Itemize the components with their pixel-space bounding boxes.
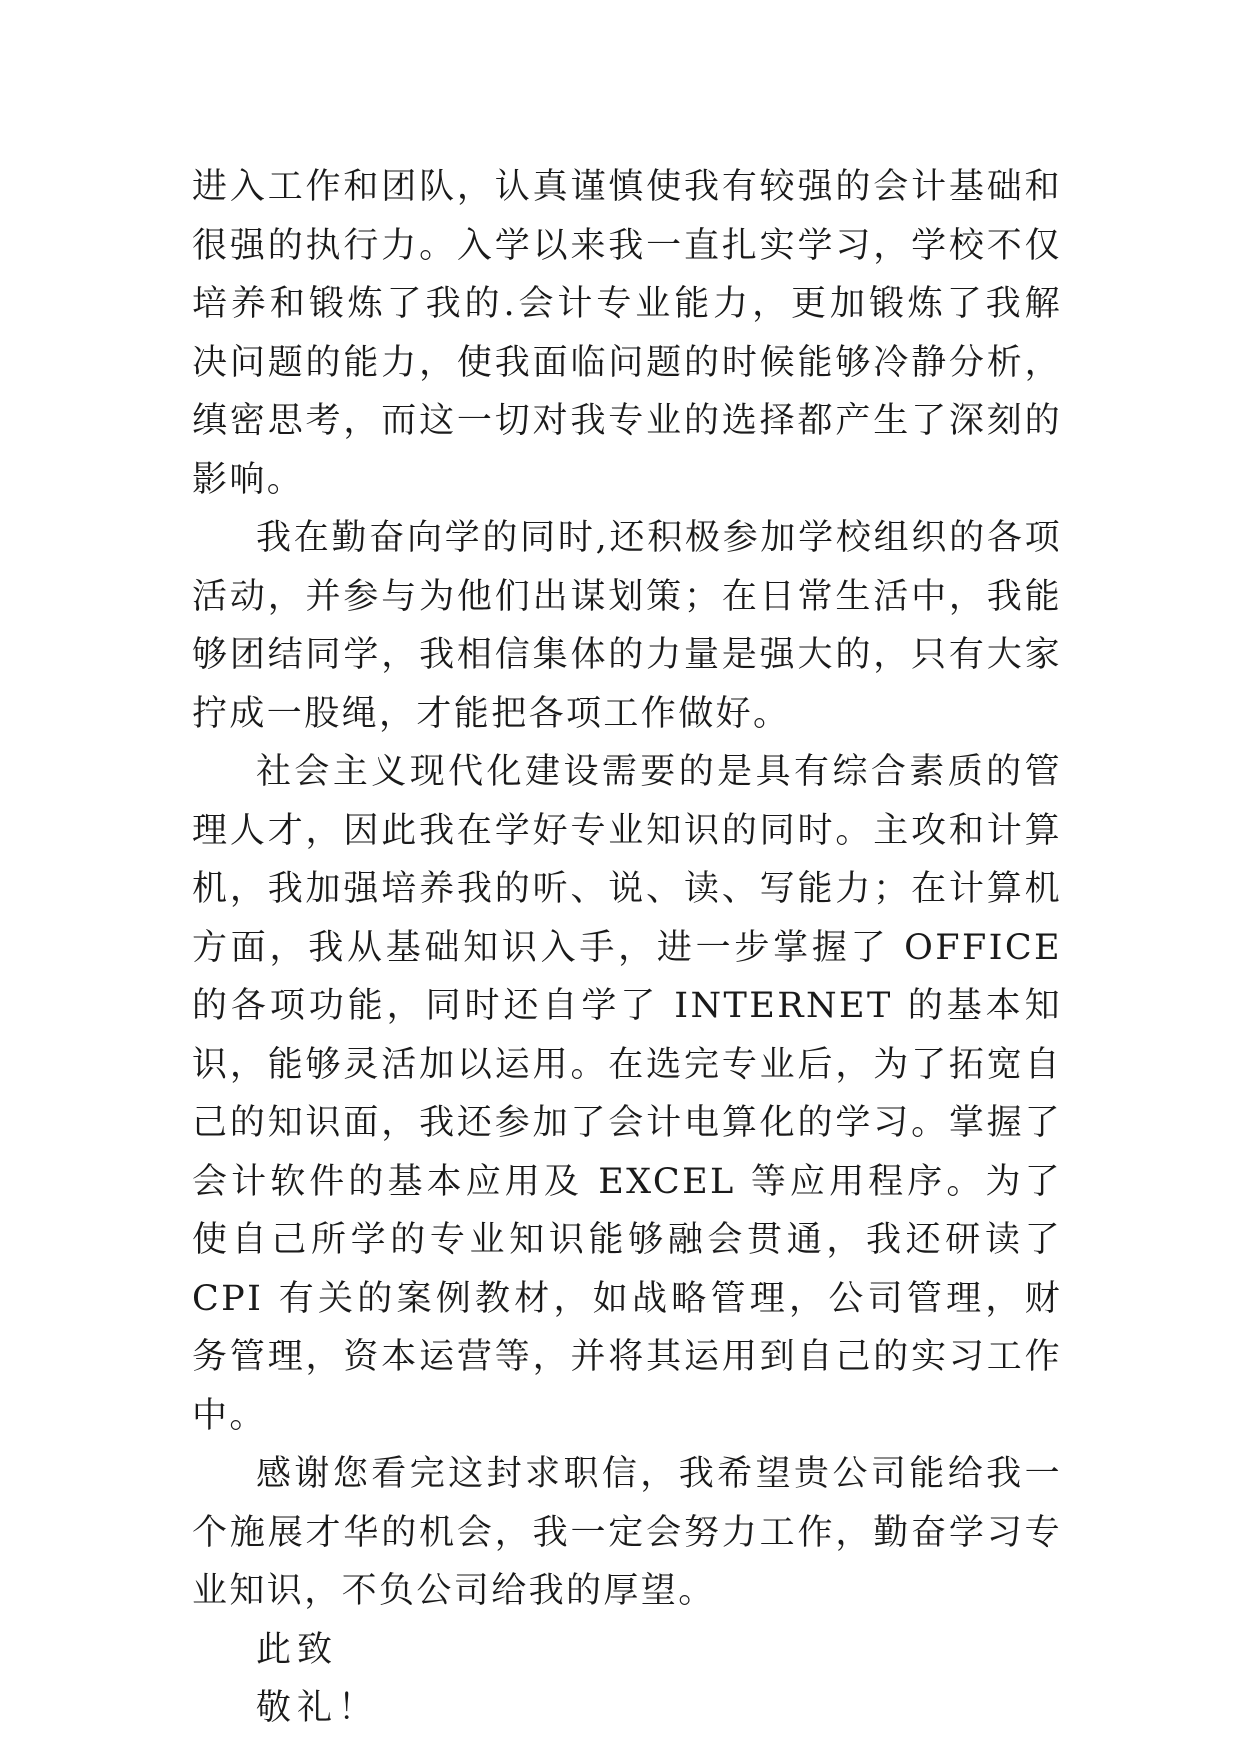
paragraph-3: 社会主义现代化建设需要的是具有综合素质的管理人才，因此我在学好专业知识的同时。主攻和计算机，我加强培养我的听、说、读、写能力；在计算机方面，我从基础知识入手，进一步掌握了 OFFICE 的各项功能，同时还自学了 INTERNET 的基本知识，能够灵活加以运用。在选完专业后，为了拓宽自己的知识面，我还参加了会计电算化的学习。掌握了会计软件的基本应用及 EXCEL 等应用程序。为了使自己所学的专业知识能够融会贯通，我还研读了 CPI 有关的案例教材，如战略管理，公司管理，财务管理，资本运营等，并将其运用到自己的实习工作中。 [192,752,1062,1436]
closing-regards: 敬礼！ [256,1688,380,1728]
paragraph-4: 感谢您看完这封求职信，我希望贵公司能给我一个施展才华的机会，我一定会努力工作，勤奋学习专业知识，不负公司给我的厚望。 [192,1454,1062,1611]
letter-body [192,158,1062,1738]
paragraph-1: 进入工作和团队，认真谨慎使我有较强的会计基础和很强的执行力。入学以来我一直扎实学习，学校不仅培养和锻炼了我的.会计专业能力，更加锻炼了我解决问题的能力，使我面临问题的时候能够冷静分析，缜密思考，而这一切对我专业的选择都产生了深刻的影响。 [192,167,1062,500]
closing-salutation: 此致 [256,1629,339,1670]
paragraph-2: 我在勤奋向学的同时,还积极参加学校组织的各项活动，并参与为他们出谋划策；在日常生活中，我能够团结同学，我相信集体的力量是强大的，只有大家拧成一股绳，才能把各项工作做好。 [192,518,1062,734]
